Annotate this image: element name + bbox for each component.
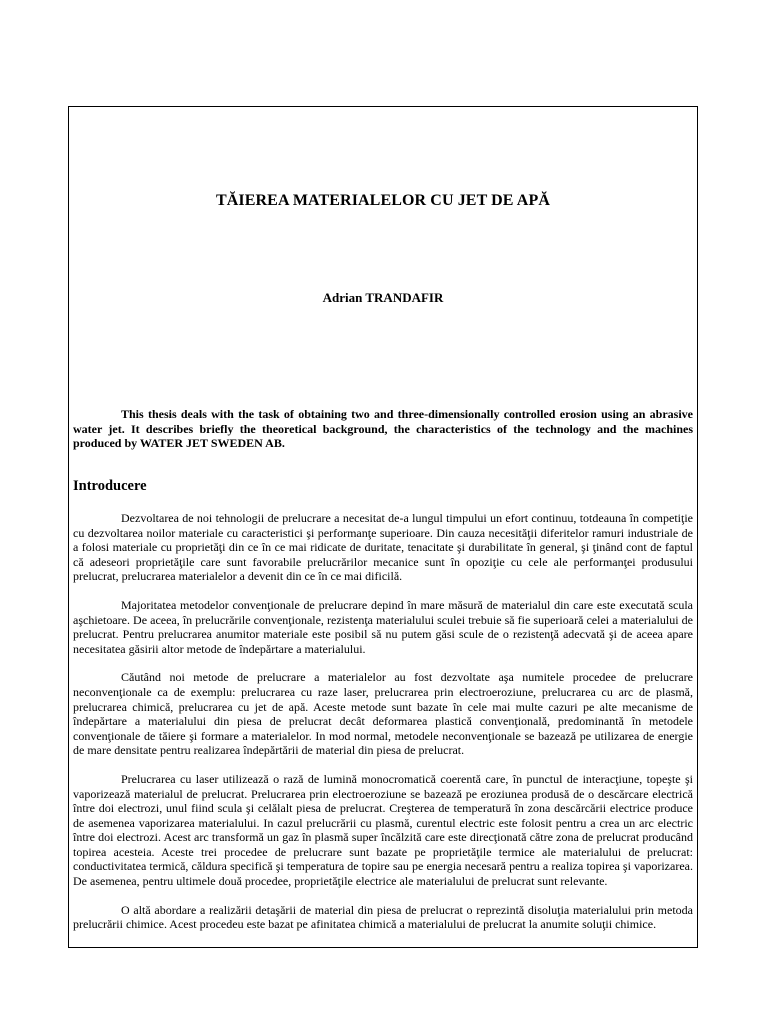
paragraph: O altă abordare a realizării detaşării de material din piesa de prelucrat o reprezintă disoluţia materialului prin metoda prelucrării chimice. Acest procedeu este bazat pe afinitatea chimică a materialului de prelucrat la anumite soluţii chimice. xyxy=(73,902,693,932)
section-heading: Introducere xyxy=(73,478,147,494)
document-title: TĂIEREA MATERIALELOR CU JET DE APĂ xyxy=(216,192,550,209)
paragraph: Majoritatea metodelor convenţionale de prelucrare depind în mare măsură de materialul din care este executată scula aşchietoare. De aceea, în prelucrările convenţionale, rezistenţa materialului sculei trebuie să fie superioară celei a materialului de prelucrat. Pentru prelucrarea anumitor materiale este posibil să nu putem găsi scule de o rezistenţă adecvată şi de aceea apare necesitatea găsirii altor metode de îndepărtare a materialului. xyxy=(73,597,693,656)
paragraph: Căutând noi metode de prelucrare a materialelor au fost dezvoltate aşa numitele procedee de prelucrare neconvenţionale ca de exemplu: prelucrarea cu raze laser, prelucrarea prin electroeroziune, prelucrarea cu arc de plasmă, prelucrarea chimică, prelucrarea cu jet de apă. Aceste metode sunt bazate în cele mai multe cazuri pe alte mecanisme de îndepărtare a materialului din piesa de prelucrat decât deformarea plastică convenţională, predominantă în metodele convenţionale de tăiere şi formare a materialelor. In mod normal, metodele neconvenţionale se bazează pe utilizarea de energie de mare densitate pentru realizarea îndepărtării de material din piesa de prelucrat. xyxy=(73,670,693,758)
body-text xyxy=(73,511,693,946)
paragraph: Prelucrarea cu laser utilizează o rază de lumină monocromatică coerentă care, în punctul de interacţiune, topeşte şi vaporizează materialul de prelucrat. Prelucrarea prin electroeroziune se bazează pe eroziunea produsă de o descărcare electrică între doi electrozi, unul fiind scula şi celălalt piesa de prelucrat. Creşterea de temperatură în zona descărcării electrice produce de asemenea vaporizarea materialului. In cazul prelucrării cu plasmă, curentul electric este folosit pentru a crea un arc electric între doi electrozi. Acest arc transformă un gaz în plasmă super încălzită care este direcţionată către zona de prelucrat producând topirea acesteia. Aceste trei procedee de prelucrare sunt bazate pe proprietăţile termice ale materialului de prelucrat: conductivitatea termică, căldura specifică şi temperatura de topire sau pe energia necesară pentru a realiza topirea şi vaporizarea. De asemenea, pentru ultimele două procedee, proprietăţile electrice ale materialului de prelucrat sunt relevante. xyxy=(73,771,693,889)
document-author: Adrian TRANDAFIR xyxy=(322,290,444,305)
abstract: This thesis deals with the task of obtaining two and three-dimensionally controlled erosion using an abrasive water jet. It describes briefly the theoretical background, the characteristics of the technology and the machines produced by WATER JET SWEDEN AB. xyxy=(73,407,693,450)
paragraph: Dezvoltarea de noi tehnologii de prelucrare a necesitat de-a lungul timpului un efort continuu, totdeauna în competiţie cu dezvoltarea noilor materiale cu caracteristici şi performanţe superioare. Din cauza necesităţii diferitelor ramuri industriale de a folosi materiale cu proprietăţi din ce în ce mai ridicate de duritate, tenacitate şi durabilitate în general, şi ţinând cont de faptul că adeseori proprietăţile care sunt favorabile prelucrărilor mecanice sunt în opoziţie cu cele ale performanţei produsului prelucrat, prelucrarea materialelor a devenit din ce în ce mai dificilă. xyxy=(73,511,693,584)
page-frame xyxy=(68,106,698,948)
